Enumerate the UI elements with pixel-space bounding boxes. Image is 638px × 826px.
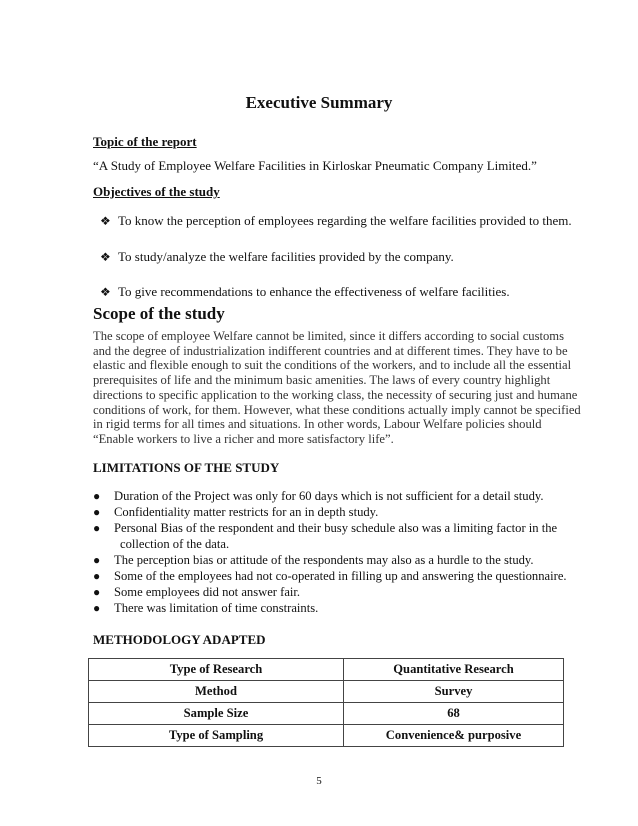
list-item: ● Duration of the Project was only for 60 days which is not sufficient for a detail study. (93, 489, 544, 503)
table-cell: Quantitative Research (344, 659, 564, 681)
page-number: 5 (316, 775, 322, 787)
table-cell: Survey (344, 681, 564, 703)
bullet-icon: ● (93, 601, 101, 615)
bullet-icon: ● (93, 585, 101, 599)
limitations-heading: LIMITATIONS OF THE STUDY (93, 460, 280, 475)
objective-item: ❖ To give recommendations to enhance the effectiveness of welfare facilities. (100, 284, 510, 299)
diamond-bullet-icon: ❖ (100, 214, 111, 228)
table-cell: Type of Sampling (89, 725, 344, 747)
scope-line: directions to specific application to the working class, the necessity of securing just and humane (93, 387, 578, 402)
diamond-bullet-icon: ❖ (100, 250, 111, 264)
scope-heading: Scope of the study (93, 304, 225, 323)
topic-text: “A Study of Employee Welfare Facilities in Kirloskar Pneumatic Company Limited.” (93, 158, 537, 173)
list-item: ● Some of the employees had not co-operated in filling up and answering the questionnaire. (93, 569, 567, 583)
objective-item: ❖ To know the perception of employees regarding the welfare facilities provided to them. (100, 213, 572, 228)
bullet-icon: ● (93, 505, 101, 519)
scope-paragraph (93, 329, 581, 447)
table-cell: Sample Size (89, 703, 344, 725)
table-row (89, 659, 564, 681)
topic-heading: Topic of the report (93, 134, 197, 149)
scope-line: “Enable workers to live a richer and more satisfactory life”. (93, 431, 394, 446)
table-cell: Method (89, 681, 344, 703)
table-cell: Type of Research (89, 659, 344, 681)
bullet-icon: ● (93, 569, 101, 583)
bullet-icon: ● (93, 489, 101, 503)
scope-line: prerequisites of life and the minimum basic amenities. The laws of every country highlight (93, 373, 551, 388)
table-row (89, 725, 564, 747)
list-item: ● There was limitation of time constraints. (93, 601, 319, 615)
limitations-list (93, 488, 573, 616)
list-item: ● Some employees did not answer fair. (93, 585, 301, 599)
list-item: ● The perception bias or attitude of the respondents may also as a hurdle to the study. (93, 553, 534, 567)
bullet-icon: ● (93, 553, 101, 567)
objective-item: ❖ To study/analyze the welfare facilities provided by the company. (100, 249, 454, 264)
scope-line: conditions of work, for them. However, what these conditions actually imply cannot be specified (93, 402, 581, 417)
table-row (89, 681, 564, 703)
methodology-heading: METHODOLOGY ADAPTED (93, 632, 266, 647)
page-title: Executive Summary (245, 93, 393, 112)
list-item: ● Personal Bias of the respondent and their busy schedule also was a limiting factor in the (93, 521, 558, 535)
table-cell: Convenience& purposive (344, 725, 564, 747)
scope-line: elastic and flexible enough to suit the conditions of the workers, and to include all the essential (93, 358, 572, 373)
diamond-bullet-icon: ❖ (100, 285, 111, 299)
scope-line: and the degree of industrialization indifferent countries and at different times. They have to be (93, 343, 568, 358)
objectives-heading: Objectives of the study (93, 184, 220, 199)
methodology-table (88, 658, 564, 747)
scope-line: in rigid terms for all times and situations. In other words, Labour Welfare policies should (93, 417, 542, 432)
table-row (89, 703, 564, 725)
table-cell: 68 (344, 703, 564, 725)
scope-line: The scope of employee Welfare cannot be limited, since it differs according to social customs (93, 329, 564, 343)
bullet-icon: ● (93, 521, 101, 535)
list-item-continuation: collection of the data. (120, 537, 230, 551)
list-item: ● Confidentiality matter restricts for an in depth study. (93, 505, 379, 519)
